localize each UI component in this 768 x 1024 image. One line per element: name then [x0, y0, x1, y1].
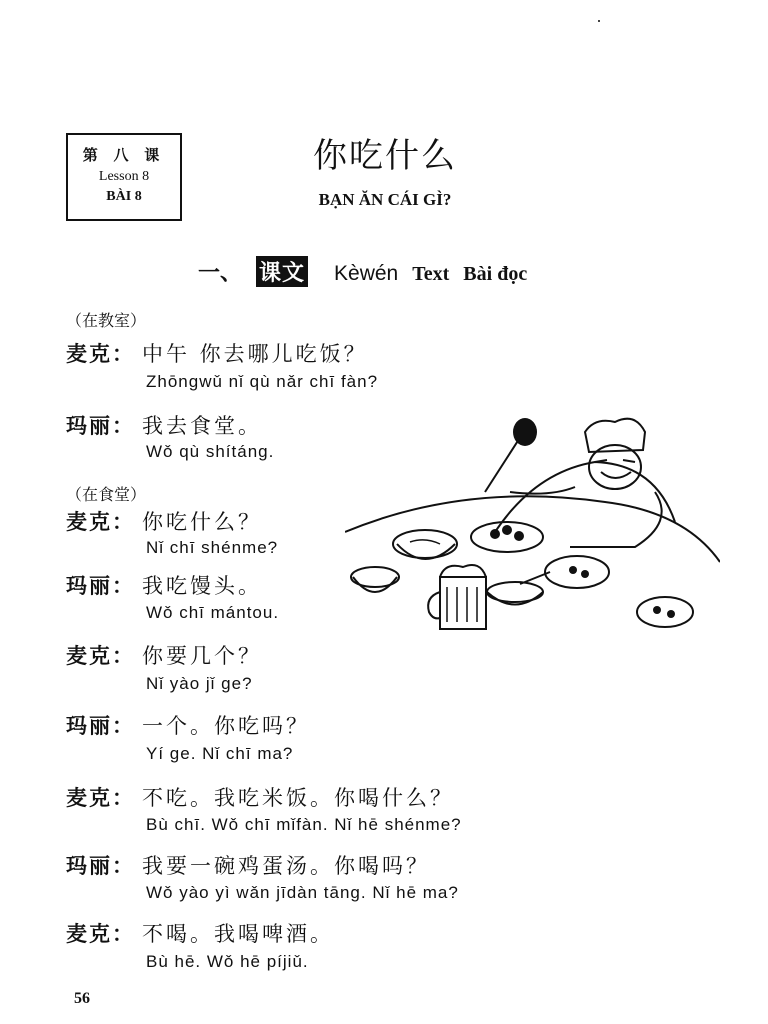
speaker: 玛丽：: [66, 713, 135, 738]
dialogue-line: [66, 410, 262, 440]
dialogue-pinyin: Nǐ chī shénme?: [146, 538, 279, 557]
dialogue-pinyin: Bù chī. Wǒ chī mǐfàn. Nǐ hē shénme?: [146, 815, 462, 834]
lesson-label-en: Lesson 8: [98, 169, 150, 184]
speaker: 麦克：: [66, 643, 135, 668]
scene-note-canteen: （在食堂）: [66, 485, 147, 504]
chef-canteen-illustration: [345, 412, 720, 642]
dialogue-line: [66, 710, 310, 740]
dialogue-pinyin: Nǐ yào jǐ ge?: [146, 674, 253, 693]
page-number: 56: [74, 990, 90, 1007]
section-title-vi: Bài đọc: [463, 263, 528, 285]
lesson-title-cn: 你吃什么: [313, 136, 457, 176]
lesson-label-cn: 第 八 课: [82, 148, 166, 164]
scene-note-classroom: （在教室）: [66, 311, 147, 330]
dialogue-cn: 不吃。我吃米饭。你喝什么？: [142, 786, 454, 810]
speaker: 玛丽：: [66, 413, 135, 438]
dialogue-pinyin: Wǒ yào yì wǎn jīdàn tāng. Nǐ hē ma?: [146, 883, 459, 902]
dialogue-line: [66, 850, 430, 880]
dialogue-pinyin: Wǒ qù shítáng.: [146, 442, 275, 461]
dialogue-cn: 你要几个？: [142, 644, 262, 668]
speaker: 玛丽：: [66, 853, 135, 878]
speaker: 麦克：: [66, 341, 135, 366]
dialogue-pinyin: Bù hē. Wǒ hē píjiǔ.: [146, 952, 309, 971]
dialogue-pinyin: Wǒ chī mántou.: [146, 603, 280, 622]
dialogue-line: [66, 782, 454, 812]
dialogue-line: [66, 570, 262, 600]
lesson-label-vi: BÀI 8: [106, 189, 142, 204]
speaker: 麦克：: [66, 509, 135, 534]
dialogue-pinyin: Zhōngwǔ nǐ qù nǎr chī fàn?: [146, 372, 379, 391]
dialogue-pinyin: Yí ge. Nǐ chī ma?: [146, 744, 294, 763]
section-title-cn: 课文: [256, 256, 308, 287]
dialogue-line: [66, 640, 262, 670]
dialogue-cn: 我去食堂。: [142, 414, 262, 438]
speaker: 玛丽：: [66, 573, 135, 598]
dialogue-line: [66, 506, 262, 536]
section-heading: [198, 256, 527, 290]
scan-mark: [598, 20, 600, 22]
dialogue-cn: 不喝。我喝啤酒。: [142, 922, 334, 946]
lesson-title-vi: BẠN ĂN CÁI GÌ?: [318, 190, 452, 209]
section-title-pinyin: Kèwén: [334, 262, 399, 285]
section-title-en: Text: [412, 263, 450, 285]
dialogue-line: [66, 918, 334, 948]
speaker: 麦克：: [66, 921, 135, 946]
dialogue-cn: 我要一碗鸡蛋汤。你喝吗？: [142, 854, 430, 878]
dialogue-cn: 你吃什么？: [142, 510, 262, 534]
lesson-label-box: [66, 133, 182, 221]
dialogue-cn: 中午 你去哪儿吃饭？: [142, 342, 368, 366]
dialogue-cn: 一个。你吃吗？: [142, 714, 310, 738]
section-number: 一、: [198, 260, 243, 286]
dialogue-line: [66, 338, 368, 368]
speaker: 麦克：: [66, 785, 135, 810]
dialogue-cn: 我吃馒头。: [142, 574, 262, 598]
